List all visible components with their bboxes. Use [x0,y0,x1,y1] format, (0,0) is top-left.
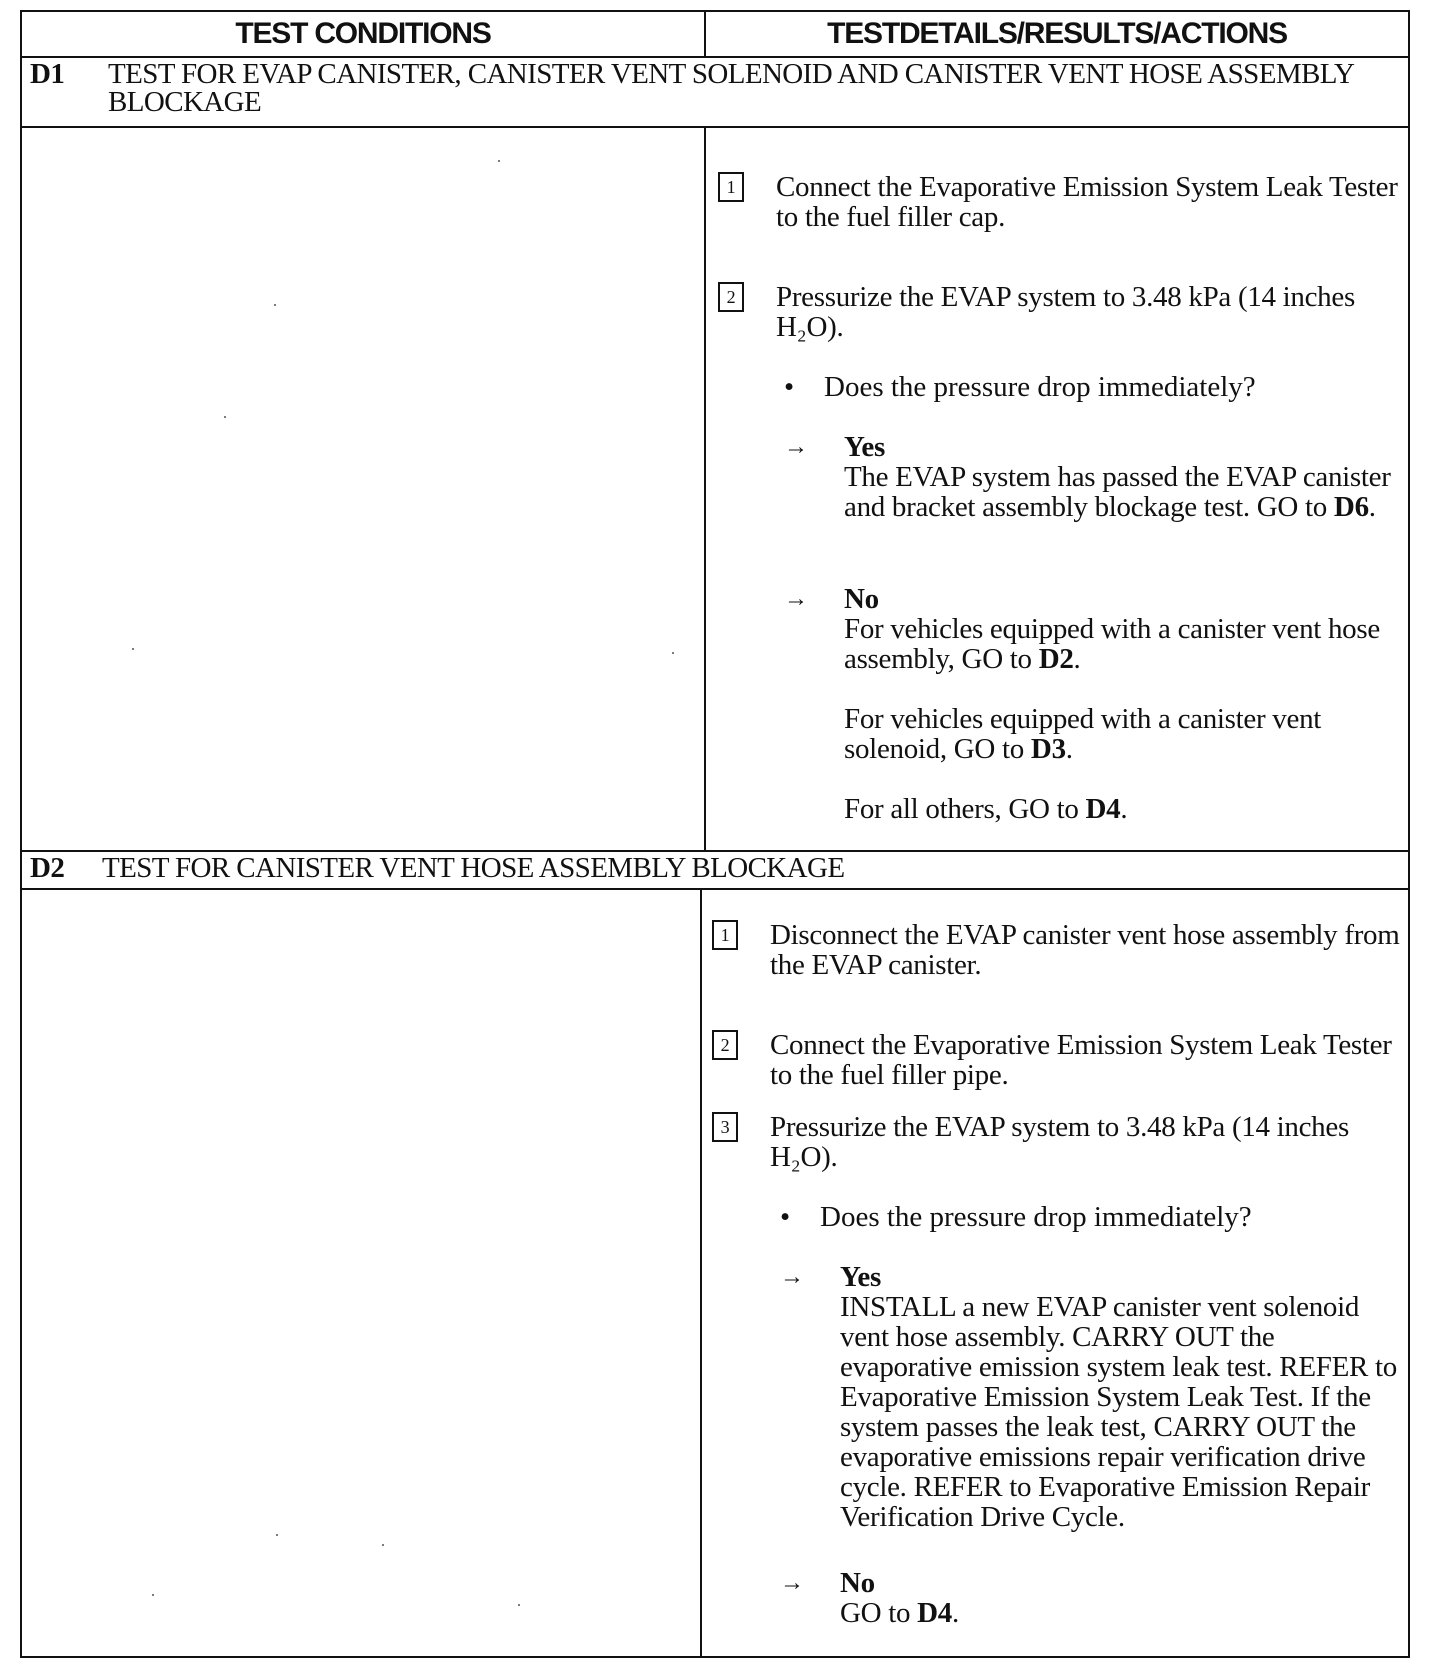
go-to-ref: D4 [917,1597,952,1629]
section-d1-heading: TEST FOR EVAP CANISTER, CANISTER VENT SOLENOID AND CANISTER VENT HOSE ASSEMBLY BLOCKAGE [108,58,1354,118]
arrow-right-icon: → [784,586,808,612]
row-divider [22,888,1410,890]
scan-speck [274,304,276,306]
question-text: Does the pressure drop immediately? [824,371,1256,403]
scan-speck [132,648,134,650]
section-d2-heading: TEST FOR CANISTER VENT HOSE ASSEMBLY BLOCKAGE [102,852,845,884]
d1-answer-no-solenoid: For vehicles equipped with a canister vent solenoid, GO to D3. [844,703,1322,765]
step-number-box: 1 [712,920,738,950]
step-text: Disconnect the EVAP canister vent hose assembly from the EVAP canister. [770,919,1400,981]
answer-no-text: For vehicles equipped with a canister vent hose assembly, GO to D2. [844,613,1380,675]
go-to-ref: D3 [1030,733,1066,765]
answer-yes-label: Yes [844,431,885,463]
question-text: Does the pressure drop immediately? [820,1201,1252,1233]
scan-speck [276,1534,278,1536]
scan-speck [224,416,226,418]
scan-speck [152,1594,154,1596]
column-divider [704,126,706,850]
go-to-ref: D4 [1085,793,1121,825]
answer-yes-text: The EVAP system has passed the EVAP canister and bracket assembly blockage test. GO to D6. [844,461,1391,523]
scan-speck [672,652,674,654]
scan-speck [382,1544,384,1546]
step-text: Pressurize the EVAP system to 3.48 kPa (14 inches H₂O). [770,1111,1349,1173]
d1-answer-no-others: For all others, GO to D4. [844,793,1128,825]
answer-yes-text: INSTALL a new EVAP canister vent solenoid vent hose assembly. CARRY OUT the evaporative emission system leak test. REFER to Evaporative Emission System Leak Test. If the system passes the leak test, CARRY OUT the evaporative emissions repair verification drive cycle. REFER to Evaporative Emission Repair Verification Drive Cycle. [840,1291,1397,1533]
bullet-icon: • [780,1201,791,1233]
row-divider [22,126,1410,128]
step-text: Pressurize the EVAP system to 3.48 kPa (14 inches H₂O). [776,281,1355,343]
section-d2-id: D2 [30,852,65,884]
answer-no-label: No [840,1567,875,1599]
answer-no-text: GO to D4. [840,1597,959,1629]
header-test-conditions: TEST CONDITIONS [235,17,491,50]
step-text: Connect the Evaporative Emission System Leak Tester to the fuel filler pipe. [770,1029,1392,1091]
go-to-ref: D6 [1333,491,1369,523]
arrow-right-icon: → [780,1570,804,1596]
scan-speck [498,160,500,162]
test-procedure-table [20,10,1410,1658]
step-number-box: 1 [718,172,744,202]
bullet-icon: • [784,371,795,403]
arrow-right-icon: → [784,434,808,460]
answer-no-label: No [844,583,879,615]
section-d1-id: D1 [30,58,65,90]
arrow-right-icon: → [780,1264,804,1290]
header-test-details: TESTDETAILS/RESULTS/ACTIONS [827,17,1287,50]
step-text: Connect the Evaporative Emission System Leak Tester to the fuel filler cap. [776,171,1398,233]
go-to-ref: D2 [1038,643,1074,675]
column-divider [700,888,702,1658]
step-number-box: 2 [718,282,744,312]
answer-yes-label: Yes [840,1261,881,1293]
scan-speck [518,1604,520,1606]
column-divider [704,12,706,56]
step-number-box: 3 [712,1112,738,1142]
step-number-box: 2 [712,1030,738,1060]
